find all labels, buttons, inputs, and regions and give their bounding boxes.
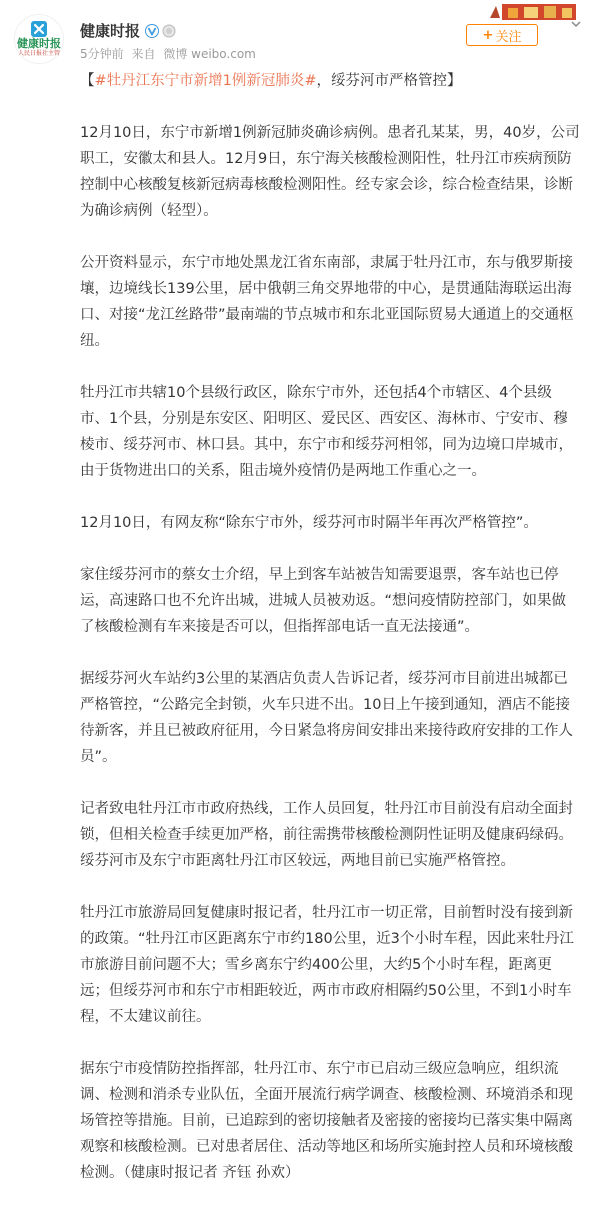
post-meta bbox=[80, 45, 260, 62]
follow-plus-icon: + bbox=[482, 27, 494, 43]
avatar-logo-subtext: 人民日报社主管 bbox=[17, 50, 60, 57]
post-content bbox=[80, 68, 580, 1212]
vip-badge-icon bbox=[162, 24, 176, 38]
topic-hashtag-link[interactable]: #牡丹江东宁市新增1例新冠肺炎# bbox=[94, 73, 317, 89]
paragraph-9: 据东宁市疫情防控指挥部，牡丹江市、东宁市已启动三级应急响应，组织流调、检测和消杀专业队伍，全面开展流行病学调查、核酸检测、环境消杀和现场管控等措施。目前，已追踪到的密切接触者及密接的密接均已落实集中隔离观察和核酸检测。已对患者居住、活动等地区和场所实施封控人员和环境核酸检测。（健康时报记者 齐钰 孙欢） bbox=[80, 1061, 573, 1181]
post-from-label: 来自 bbox=[131, 47, 156, 61]
post-source: 微博 weibo.com bbox=[163, 47, 256, 61]
paragraph-2: 公开资料显示，东宁市地处黑龙江省东南部，隶属于牡丹江市，东与俄罗斯接壤，边境线长139公里，居中俄朝三角交界地带的中心，是贯通陆海联运出海口、对接“龙江丝路带”最南端的节点城市和东北亚国际贸易大通道上的交通枢纽。 bbox=[80, 255, 574, 349]
follow-label: 关注 bbox=[495, 29, 522, 45]
header-decoration bbox=[486, 0, 582, 22]
verified-v-icon bbox=[145, 24, 159, 38]
post-time[interactable]: 5分钟前 bbox=[80, 47, 124, 61]
paragraph-3: 牡丹江市共辖10个县级行政区，除东宁市外，还包括4个市辖区、4个县级市、1个县，分别是东安区、阳明区、爱民区、西安区、海林市、宁安市、穆棱市、绥芬河市、林口县。其中，东宁市和绥芬河相邻，同为边境口岸城市，由于货物进出口的关系，阻击境外疫情仍是两地工作重心之一。 bbox=[80, 385, 573, 479]
post-headline bbox=[80, 68, 580, 94]
paragraph-8: 牡丹江市旅游局回复健康时报记者，牡丹江市一切正常，目前暂时没有接到新的政策。“牡丹江市区距离东宁市约180公里，近3个小时车程，因此来牡丹江市旅游目前问题不大；雪乡离东宁约400公里，大约5个小时车程，距离更远；但绥芬河市和东宁市相距较近，两市市政府相隔约50公里，不到1小时车程，不太建议前往。 bbox=[80, 905, 574, 1025]
paragraph-1: 12月10日，东宁市新增1例新冠肺炎确诊病例。患者孔某某，男，40岁，公司职工，安徽太和县人。12月9日，东宁海关核酸检测阳性，牡丹江市疾病预防控制中心核酸复核新冠病毒核酸检测阳性。经专家会诊，综合检查结果，诊断为确诊病例（轻型）。 bbox=[80, 125, 580, 219]
avatar-logo-text: 健康时报 bbox=[17, 37, 61, 50]
paragraph-5: 家住绥芬河市的蔡女士介绍，早上到客车站被告知需要退票，客车站也已停运，高速路口也不允许出城，进城人员被劝返。“想问疫情防控部门，如果做了核酸检测有车来接是否可以，但指挥部电话一直无法接通”。 bbox=[80, 567, 567, 635]
headline-rest: ，绥芬河市严格管控】 bbox=[316, 73, 462, 89]
author-name[interactable]: 健康时报 bbox=[80, 22, 141, 40]
post-header bbox=[0, 0, 600, 68]
follow-button[interactable] bbox=[466, 24, 538, 46]
paragraph-6: 据绥芬河火车站约3公里的某酒店负责人告诉记者，绥芬河市目前进出城都已严格管控，“公路完全封锁，火车只进不出。10日上午接到通知，酒店不能接待新客，并且已被政府征用，今日紧急将房间安排出来接待政府安排的工作人员”。 bbox=[80, 671, 573, 765]
headline-open-bracket: 【 bbox=[80, 73, 95, 89]
health-logo-icon bbox=[29, 20, 49, 38]
author-row bbox=[80, 20, 176, 41]
paragraph-7: 记者致电牡丹江市市政府热线，工作人员回复，牡丹江市目前没有启动全面封锁，但相关检查手续更加严格，前往需携带核酸检测阴性证明及健康码绿码。绥芬河市及东宁市距离牡丹江市区较远，两地目前已实施严格管控。 bbox=[80, 801, 573, 869]
paragraph-4: 12月10日，有网友称“除东宁市外，绥芬河市时隔半年再次严格管控”。 bbox=[80, 515, 538, 531]
chevron-down-icon[interactable] bbox=[570, 18, 582, 30]
avatar[interactable] bbox=[14, 14, 64, 64]
